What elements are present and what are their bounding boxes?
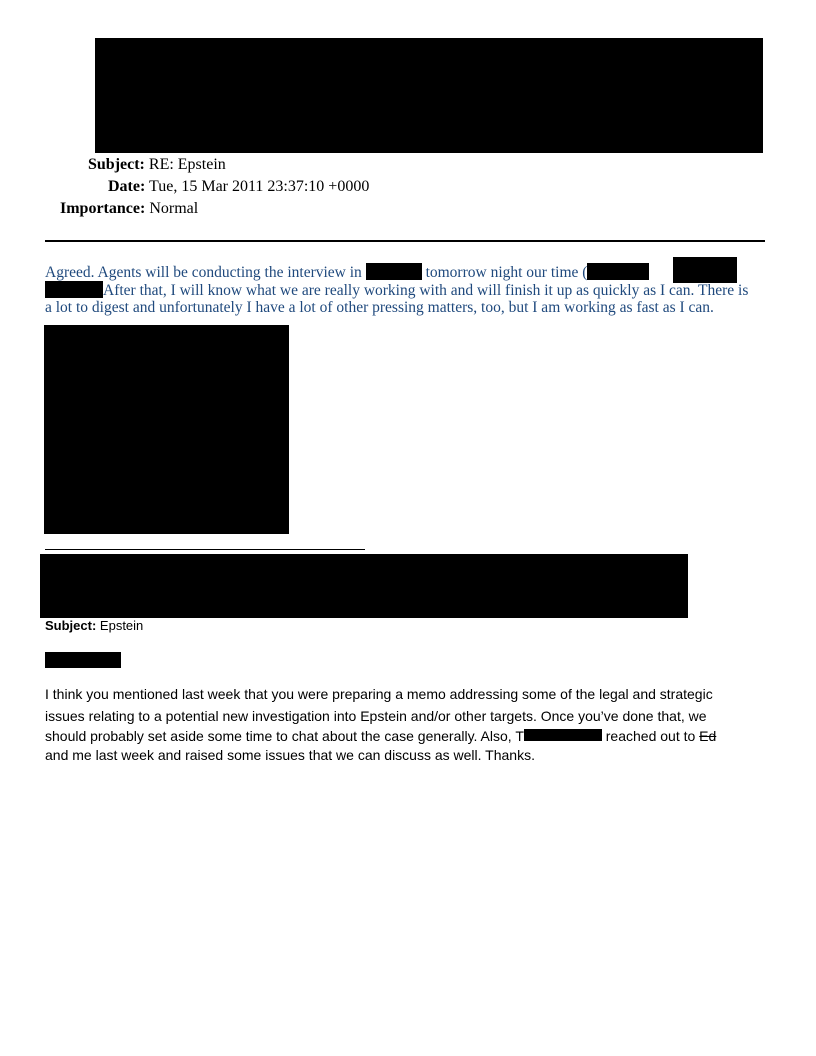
reply-line-2-text: After that, I will know what we are really working with and will finish it up as quickly as I can. There is: [103, 282, 749, 299]
date-row: [108, 178, 369, 196]
importance-label: Importance:: [60, 200, 146, 217]
redacted-time: [587, 263, 649, 280]
subject-value: RE: Epstein: [148, 156, 226, 173]
body-line-1: [45, 683, 775, 705]
original-message-separator: [45, 549, 365, 550]
reply-line-3-text: a lot to digest and unfortunately I have a lot of other pressing matters, too, but I am working as fast as I can.: [45, 299, 714, 316]
header-divider: [45, 240, 765, 242]
body-line-1-text: I think you mentioned last week that you were preparing a memo addressing some of the legal and strategic: [45, 686, 713, 702]
subject-label: Subject:: [88, 156, 145, 173]
redacted-line-start: [45, 281, 103, 298]
body-line-2: [45, 705, 775, 727]
redacted-name: [524, 729, 602, 741]
redacted-location: [366, 263, 422, 280]
importance-row: [60, 200, 198, 218]
reply-line-2: [45, 281, 765, 300]
reply-line-3: [45, 299, 765, 317]
original-subject-value: Epstein: [99, 618, 144, 633]
redacted-inline-block-right: [673, 257, 737, 283]
redacted-greeting: [45, 652, 121, 668]
importance-value: Normal: [149, 200, 199, 217]
original-subject-label: Subject:: [45, 618, 97, 633]
redacted-original-header: [40, 554, 688, 618]
original-subject-row: [45, 618, 143, 633]
body-line-3-part-a: should probably set aside some time to chat about the case generally. Also, T: [45, 728, 524, 744]
body-line-4-text: and me last week and raised some issues that we can discuss as well. Thanks.: [45, 747, 535, 763]
body-line-2-text: issues relating to a potential new investigation into Epstein and/or other targets. Once you’ve done that, we: [45, 708, 707, 724]
body-line-4: [45, 744, 775, 766]
reply-line-1-part-a: Agreed. Agents will be conducting the interview in: [45, 264, 366, 281]
date-value: Tue, 15 Mar 2011 23:37:10 +0000: [149, 178, 370, 195]
reply-line-1: [45, 263, 765, 282]
redacted-header-block: [95, 38, 763, 153]
redacted-signature-block: [44, 325, 289, 534]
reply-line-1-part-b: tomorrow night our time (: [421, 264, 588, 281]
struck-name: Ed: [699, 728, 717, 744]
body-line-3-part-b: reached out to: [601, 728, 700, 744]
subject-row: [88, 156, 226, 174]
date-label: Date:: [108, 178, 146, 195]
